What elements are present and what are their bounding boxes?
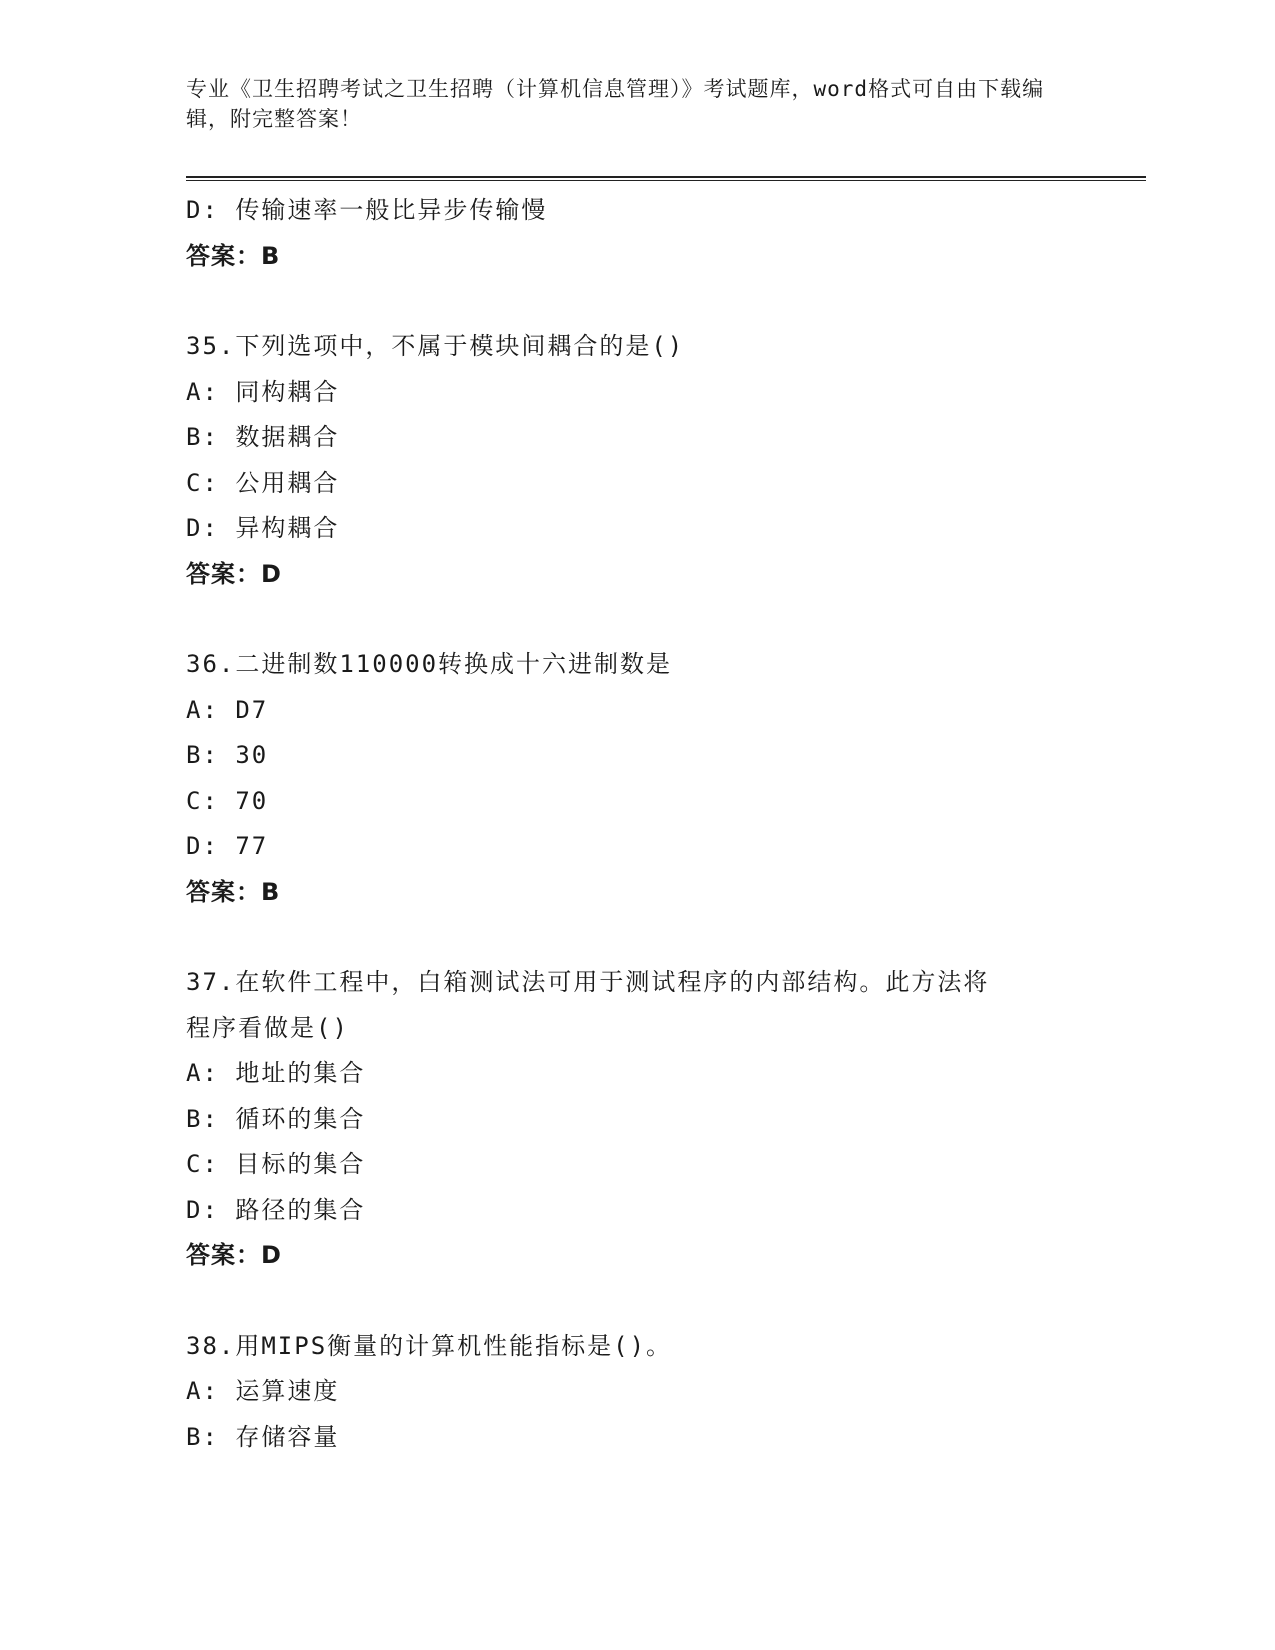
question-list [186,188,1086,1460]
answer-line: 答案：B [186,241,281,270]
option-a: A: 同构耦合 [186,377,340,406]
answer-line: 答案：D [186,559,282,588]
option-b: B: 数据耦合 [186,423,340,451]
option-b: B: 循环的集合 [186,1104,366,1133]
option-c: C: 70 [186,786,269,815]
option-a: A: D7 [186,695,269,724]
option-a: A: 运算速度 [186,1377,340,1405]
option-d: D: 传输速率一般比异步传输慢 [186,196,548,224]
question-stem: 36.二进制数110000转换成十六进制数是 [186,650,673,678]
question-38 [186,1324,1086,1461]
option-b: B: 30 [186,741,269,769]
document-header: 专业《卫生招聘考试之卫生招聘（计算机信息管理）》考试题库，word格式可自由下载编辑，附完整答案！ [186,77,1045,131]
question-stem-line-2: 程序看做是() [186,1013,349,1042]
option-c: C: 公用耦合 [186,468,340,497]
option-d: D: 异构耦合 [186,514,340,542]
option-b: B: 存储容量 [186,1422,340,1451]
question-stem-line-1: 37.在软件工程中，白箱测试法可用于测试程序的内部结构。此方法将 [186,968,990,996]
header-divider [186,176,1146,181]
question-stem: 35.下列选项中，不属于模块间耦合的是() [186,332,685,360]
option-a: A: 地址的集合 [186,1059,366,1087]
option-d: D: 77 [186,832,269,860]
answer-line: 答案：B [186,877,281,906]
question-36 [186,642,1086,915]
option-c: C: 目标的集合 [186,1150,366,1178]
question-37 [186,960,1086,1279]
answer-line: 答案：D [186,1241,282,1269]
question-stem: 38.用MIPS衡量的计算机性能指标是()。 [186,1331,673,1360]
question-35 [186,324,1086,597]
option-d: D: 路径的集合 [186,1195,366,1224]
